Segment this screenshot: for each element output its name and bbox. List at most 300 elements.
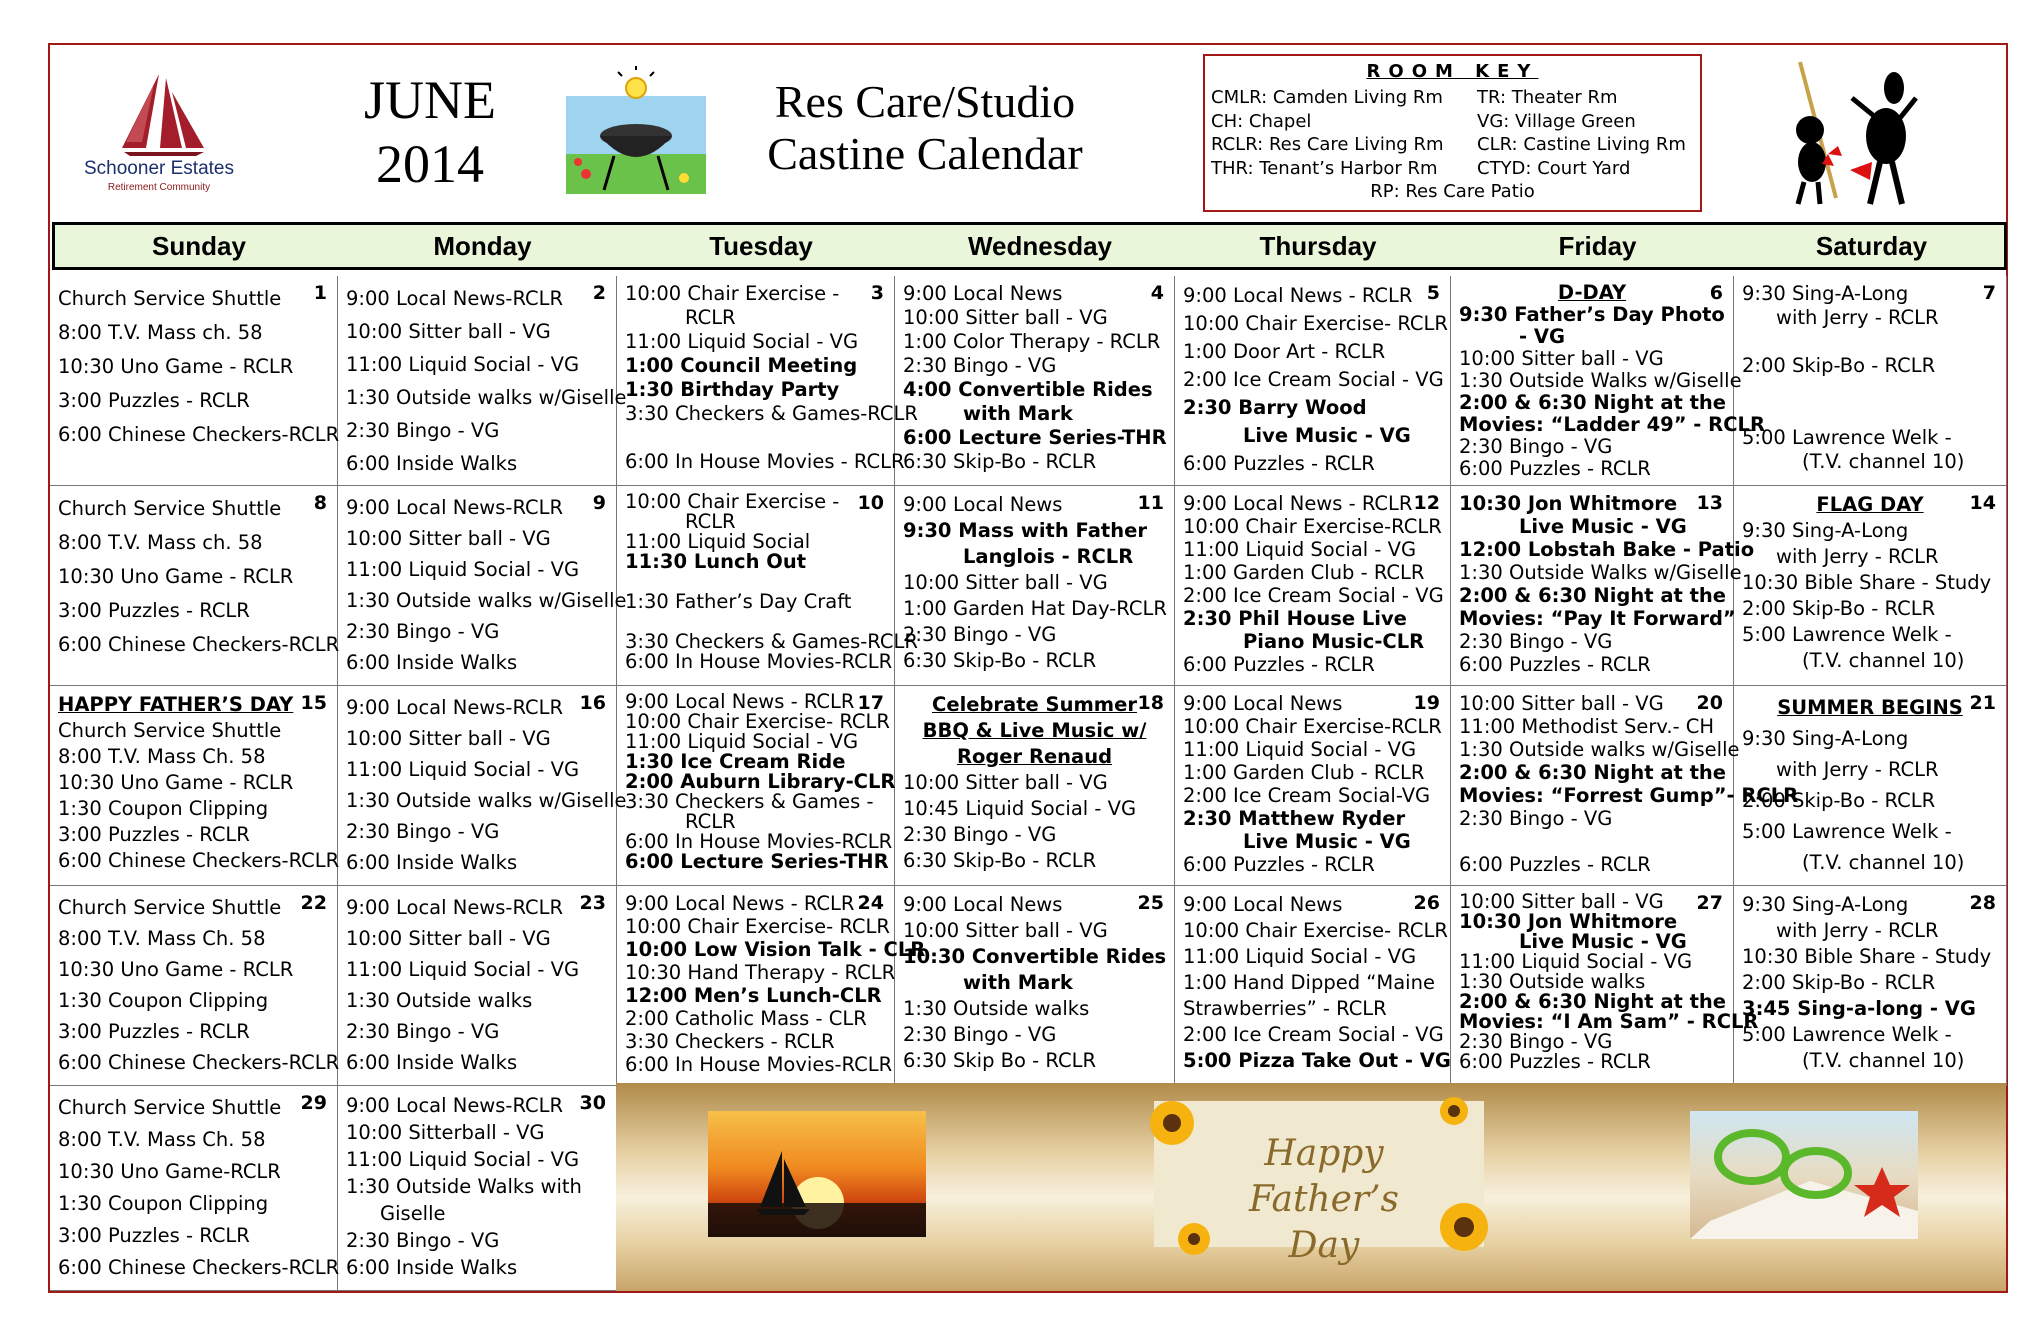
event-line: Church Service Shuttle — [58, 287, 282, 310]
event-line: 2:30 Bingo - VG — [346, 620, 500, 643]
day-number: 19 — [1413, 692, 1440, 714]
event-line: 10:30 Jon Whitmore — [1459, 492, 1678, 515]
event-line: 6:00 Lecture Series-THR — [903, 426, 1167, 449]
fishing-figures-icon — [1790, 58, 1920, 208]
event-line: 6:00 Puzzles - RCLR — [1459, 653, 1651, 676]
event-line: 9:00 Local News-RCLR — [346, 696, 564, 719]
event-line: with Jerry - RCLR — [1776, 545, 1939, 568]
event-line: 6:00 Puzzles - RCLR — [1183, 452, 1375, 475]
logo-tagline: Retirement Community — [107, 182, 211, 193]
event-line: Roger Renaud — [956, 745, 1113, 768]
event-line: 2:00 Ice Cream Social-VG — [1183, 784, 1431, 807]
event-line: 9:00 Local News — [903, 493, 1063, 516]
event-line: 2:30 Bingo - VG — [903, 623, 1057, 646]
event-line: 6:00 Puzzles - RCLR — [1183, 653, 1375, 676]
event-line: 5:00 Lawrence Welk - — [1742, 426, 1952, 449]
day-cell-sunday — [50, 886, 338, 1086]
room-key-entry: CMLR: Camden Living Rm — [1211, 87, 1443, 108]
event-line: 6:30 Skip-Bo - RCLR — [903, 649, 1097, 672]
event-line: 10:00 Chair Exercise- RCLR — [1183, 312, 1448, 335]
event-line: BBQ & Live Music w/ — [922, 719, 1147, 742]
weekday-wednesday: Wednesday — [967, 230, 1112, 261]
day-cell-sunday — [50, 276, 338, 486]
day-number: 22 — [300, 892, 327, 914]
room-key-left — [1211, 86, 1481, 180]
weekday-header — [52, 222, 2007, 270]
event-line: 11:30 Lunch Out — [625, 550, 807, 573]
event-line: 1:00 Hand Dipped “Maine — [1183, 971, 1435, 994]
room-key-right — [1477, 86, 1707, 180]
event-line: 2:00 & 6:30 Night at the — [1459, 761, 1727, 784]
event-line: (T.V. channel 10) — [1802, 1049, 1965, 1072]
event-line: 6:00 Chinese Checkers-RCLR — [58, 423, 340, 446]
event-line: Church Service Shuttle — [58, 719, 282, 742]
event-line: Strawberries” - RCLR — [1183, 997, 1387, 1020]
event-line: 1:30 Outside walks w/Giselle — [346, 386, 627, 409]
day-cell-monday — [338, 1086, 617, 1291]
event-line: 1:30 Outside walks w/Giselle — [1459, 738, 1740, 761]
event-line: 11:00 Liquid Social - VG — [1459, 950, 1693, 973]
day-number: 7 — [1982, 282, 1996, 304]
weekday-monday: Monday — [433, 230, 532, 261]
event-line: 3:30 Checkers & Games-RCLR — [625, 402, 918, 425]
event-line: 5:00 Lawrence Welk - — [1742, 1023, 1952, 1046]
event-line: 9:00 Local News - RCLR — [1183, 284, 1413, 307]
event-line: 2:00 Ice Cream Social - VG — [1183, 368, 1444, 391]
event-line: 2:00 & 6:30 Night at the — [1459, 584, 1727, 607]
event-line: 1:30 Outside Walks w/Giselle — [1459, 561, 1742, 584]
event-line: 11:00 Liquid Social - VG — [625, 730, 859, 753]
event-line: 8:00 T.V. Mass Ch. 58 — [58, 745, 266, 768]
sailboat-logo-icon — [64, 70, 254, 158]
event-line: 1:30 Father’s Day Craft — [625, 590, 852, 613]
event-line: 8:00 T.V. Mass Ch. 58 — [58, 1128, 266, 1151]
day-cell-tuesday — [617, 886, 926, 1086]
event-line: 1:30 Outside walks — [346, 989, 533, 1012]
event-line — [1459, 830, 1725, 853]
event-line — [1742, 330, 1998, 354]
month: JUNE — [364, 70, 496, 130]
event-line: 6:00 Puzzles - RCLR — [1459, 853, 1651, 876]
sunglasses-icon — [1690, 1111, 1918, 1239]
event-line: 9:30 Sing-A-Long — [1742, 282, 1909, 305]
event-line: 6:00 Puzzles - RCLR — [1459, 1050, 1651, 1073]
event-line: Live Music - VG — [1519, 930, 1687, 953]
weekday-saturday: Saturday — [1815, 230, 1928, 261]
day-cell-friday — [1451, 276, 1765, 486]
event-line: 2:30 Bingo - VG — [903, 354, 1057, 377]
event-line: 1:30 Coupon Clipping — [58, 797, 269, 820]
event-line: 10:00 Sitter ball - VG — [903, 571, 1108, 594]
event-line: 1:30 Coupon Clipping — [58, 989, 269, 1012]
event-line: 10:00 Sitter ball - VG — [1459, 692, 1664, 715]
event-line: 2:30 Bingo - VG — [903, 1023, 1057, 1046]
event-line: 10:30 Convertible Rides — [903, 945, 1167, 968]
event-line — [625, 612, 886, 632]
event-line: 1:00 Garden Club - RCLR — [1183, 561, 1425, 584]
event-line: - VG — [1519, 325, 1565, 348]
event-line: 11:00 Liquid Social — [625, 530, 811, 553]
event-line: 10:45 Liquid Social - VG — [903, 797, 1137, 820]
event-line: Movies: “Ladder 49” - RCLR — [1459, 413, 1765, 436]
event-line: with Jerry - RCLR — [1776, 919, 1939, 942]
event-line: Live Music - VG — [1519, 515, 1687, 538]
event-line: 10:00 Sitter ball - VG — [1459, 890, 1664, 913]
event-line: 6:30 Skip-Bo - RCLR — [903, 849, 1097, 872]
event-line: 2:00 & 6:30 Night at the — [1459, 391, 1727, 414]
event-line: 11:00 Liquid Social - VG — [1183, 738, 1417, 761]
event-line: 10:30 Uno Game - RCLR — [58, 355, 294, 378]
event-line: 3:00 Puzzles - RCLR — [58, 599, 250, 622]
event-line: 9:00 Local News - RCLR — [1183, 492, 1413, 515]
day-cell-tuesday — [617, 486, 918, 686]
event-line: 1:30 Outside walks — [1459, 970, 1646, 993]
event-line: 2:00 Ice Cream Social - VG — [1183, 584, 1444, 607]
event-line: with Jerry - RCLR — [1776, 758, 1939, 781]
day-cell-saturday — [1734, 276, 2007, 486]
event-line: 5:00 Pizza Take Out - VG — [1183, 1049, 1451, 1072]
event-line: 1:30 Outside walks w/Giselle — [346, 589, 627, 612]
event-line: 10:30 Hand Therapy - RCLR — [625, 961, 896, 984]
event-line: 10:30 Bible Share - Study — [1742, 571, 1992, 594]
day-number: 24 — [857, 892, 884, 914]
day-number: 8 — [313, 492, 327, 514]
event-line: D-DAY — [1557, 281, 1627, 304]
event-line: 9:00 Local News - RCLR — [625, 690, 855, 713]
day-cell-wednesday — [895, 886, 1175, 1086]
event-line: 10:00 Chair Exercise-RCLR — [1183, 515, 1442, 538]
event-line: 10:30 Jon Whitmore — [1459, 910, 1678, 933]
event-line: 9:00 Local News-RCLR — [346, 496, 564, 519]
event-line: 6:30 Skip Bo - RCLR — [903, 1049, 1097, 1072]
event-line: 2:00 Skip-Bo - RCLR — [1742, 789, 1936, 812]
event-line: 11:00 Liquid Social - VG — [346, 758, 580, 781]
day-cell-saturday — [1734, 686, 2007, 886]
grill-icon — [566, 66, 706, 194]
event-line: Church Service Shuttle — [58, 1096, 282, 1119]
day-number: 5 — [1426, 282, 1440, 304]
year: 2014 — [376, 134, 484, 194]
event-line: 10:00 Sitter ball - VG — [346, 727, 551, 750]
event-line: 2:00 & 6:30 Night at the — [1459, 990, 1727, 1013]
event-line: 2:00 Skip-Bo - RCLR — [1742, 354, 1936, 377]
day-cell-tuesday — [617, 276, 918, 486]
event-line: Langlois - RCLR — [963, 545, 1134, 568]
event-line: 2:30 Bingo - VG — [346, 1229, 500, 1252]
event-line: 10:00 Sitter ball - VG — [1459, 347, 1664, 370]
event-line: 1:00 Color Therapy - RCLR — [903, 330, 1161, 353]
event-line: 10:30 Uno Game - RCLR — [58, 771, 294, 794]
event-line: 1:00 Garden Hat Day-RCLR — [903, 597, 1167, 620]
event-line: 1:00 Garden Club - RCLR — [1183, 761, 1425, 784]
event-line: 9:30 Father’s Day Photo — [1459, 303, 1725, 326]
event-line: 3:30 Checkers & Games-RCLR — [625, 630, 918, 653]
event-line: 10:30 Uno Game - RCLR — [58, 958, 294, 981]
event-line: 9:00 Local News-RCLR — [346, 1094, 564, 1117]
event-line: 12:00 Men’s Lunch-CLR — [625, 984, 882, 1007]
event-line: 10:00 Chair Exercise - — [625, 282, 840, 305]
title-line-1: Res Care/Studio — [774, 76, 1076, 127]
event-line: 6:00 In House Movies-RCLR — [625, 830, 893, 853]
event-line: FLAG DAY — [1816, 493, 1924, 516]
event-line: with Mark — [963, 971, 1073, 994]
event-line: 3:00 Puzzles - RCLR — [58, 389, 250, 412]
title-line-2: Castine Calendar — [767, 128, 1083, 179]
day-cell-thursday — [1175, 886, 1451, 1086]
event-line: 8:00 T.V. Mass Ch. 58 — [58, 927, 266, 950]
room-key-entry: CH: Chapel — [1211, 110, 1312, 132]
room-key-entry: TR: Theater Rm — [1477, 87, 1618, 108]
event-line: 2:00 Skip-Bo - RCLR — [1742, 971, 1936, 994]
event-line: 2:30 Bingo - VG — [346, 1020, 500, 1043]
day-cell-friday — [1451, 886, 1759, 1086]
day-number: 26 — [1413, 892, 1440, 914]
sunglasses-book-photo — [1690, 1111, 1918, 1239]
event-line: 10:00 Chair Exercise - — [625, 490, 840, 513]
day-number: 10 — [857, 492, 884, 514]
day-number: 4 — [1150, 282, 1164, 304]
event-line: 2:30 Bingo - VG — [1459, 630, 1613, 653]
event-line: HAPPY FATHER’S DAY — [58, 693, 294, 716]
event-line: 9:30 Mass with Father — [903, 519, 1147, 542]
event-line: 10:00 Sitter ball - VG — [346, 527, 551, 550]
event-line: Live Music - VG — [1243, 830, 1411, 853]
fathers-day-card-text: Happy Father’s Day — [1248, 1133, 1400, 1266]
event-line: 1:00 Door Art - RCLR — [1183, 340, 1386, 363]
sunset-sailboat-icon — [708, 1111, 926, 1237]
event-line: 10:00 Sitter ball - VG — [903, 306, 1108, 329]
event-line: 3:00 Puzzles - RCLR — [58, 1224, 250, 1247]
day-number: 18 — [1137, 692, 1164, 714]
day-number: 14 — [1969, 492, 1996, 514]
event-line: (T.V. channel 10) — [1802, 851, 1965, 874]
event-line: 10:00 Sitter ball - VG — [346, 927, 551, 950]
day-cell-sunday — [50, 486, 338, 686]
day-number: 15 — [300, 692, 327, 714]
month-year — [330, 68, 530, 196]
event-line: 1:30 Outside walks w/Giselle — [346, 789, 627, 812]
day-number: 23 — [579, 892, 606, 914]
event-line: (T.V. channel 10) — [1802, 649, 1965, 672]
event-line: 6:30 Skip-Bo - RCLR — [903, 450, 1097, 473]
event-line: 2:30 Bingo - VG — [346, 820, 500, 843]
weekday-thursday: Thursday — [1259, 230, 1377, 261]
event-line: (T.V. channel 10) — [1802, 450, 1965, 473]
event-line: RCLR — [685, 810, 736, 833]
room-key-title: ROOM KEY — [1366, 61, 1539, 82]
event-line: Celebrate Summer — [932, 693, 1137, 716]
event-line: Live Music - VG — [1243, 424, 1411, 447]
day-cell-monday — [338, 886, 617, 1086]
day-number: 1 — [313, 282, 327, 304]
event-line: 11:00 Liquid Social - VG — [625, 330, 859, 353]
event-line: 9:00 Local News - RCLR — [625, 892, 855, 915]
day-cell-friday — [1451, 686, 1799, 886]
event-line: 6:00 Chinese Checkers-RCLR — [58, 1256, 340, 1279]
event-line: 2:30 Bingo - VG — [903, 823, 1057, 846]
day-cell-sunday — [50, 1086, 338, 1291]
event-line: 2:30 Bingo - VG — [1459, 1030, 1613, 1053]
day-cell-wednesday — [895, 276, 1175, 486]
day-number: 21 — [1969, 692, 1996, 714]
event-line: 10:00 Chair Exercise- RCLR — [625, 915, 890, 938]
event-line: 2:30 Bingo - VG — [1459, 807, 1613, 830]
event-line: 2:00 Catholic Mass - CLR — [625, 1007, 867, 1030]
event-line: 10:00 Sitter ball - VG — [346, 320, 551, 343]
event-line: with Jerry - RCLR — [1776, 306, 1939, 329]
event-line: 1:30 Outside Walks with — [346, 1175, 582, 1198]
event-line: 1:30 Ice Cream Ride — [625, 750, 846, 773]
day-cell-monday — [338, 276, 627, 486]
day-number: 3 — [870, 282, 884, 304]
day-cell-saturday — [1734, 886, 2007, 1086]
event-line: 2:30 Bingo - VG — [346, 419, 500, 442]
calendar-title — [720, 76, 1130, 180]
event-line — [1742, 378, 1998, 402]
event-line: 10:00 Sitterball - VG — [346, 1121, 545, 1144]
weekday-friday: Friday — [1558, 230, 1637, 261]
day-number: 29 — [300, 1092, 327, 1114]
event-line: 6:00 Puzzles - RCLR — [1183, 853, 1375, 876]
logo — [64, 70, 254, 200]
event-line — [1742, 402, 1998, 426]
event-line: 9:30 Sing-A-Long — [1742, 893, 1909, 916]
event-line: 11:00 Liquid Social - VG — [346, 958, 580, 981]
day-number: 11 — [1137, 492, 1164, 514]
event-line: 9:30 Sing-A-Long — [1742, 727, 1909, 750]
event-line: 1:30 Coupon Clipping — [58, 1192, 269, 1215]
day-number: 20 — [1696, 692, 1723, 714]
room-key-entry: CTYD: Court Yard — [1477, 157, 1631, 179]
event-line: 2:30 Matthew Ryder — [1183, 807, 1406, 830]
day-number: 2 — [592, 282, 606, 304]
event-line: RCLR — [685, 306, 736, 329]
sunset-sailboat-photo — [708, 1111, 926, 1237]
event-line: Church Service Shuttle — [58, 896, 282, 919]
day-cell-thursday — [1175, 686, 1451, 886]
day-number: 13 — [1696, 492, 1723, 514]
event-line — [625, 572, 886, 592]
event-line: 11:00 Liquid Social - VG — [346, 1148, 580, 1171]
event-line: 11:00 Liquid Social - VG — [346, 353, 580, 376]
event-line: 2:30 Barry Wood — [1183, 396, 1367, 419]
day-cell-tuesday — [617, 686, 895, 886]
event-line: 9:30 Sing-A-Long — [1742, 519, 1909, 542]
photo-band — [616, 1083, 2006, 1291]
day-cell-thursday — [1175, 486, 1451, 686]
event-line: Piano Music-CLR — [1243, 630, 1425, 653]
event-line: 5:00 Lawrence Welk - — [1742, 623, 1952, 646]
event-line: 12:00 Lobstah Bake - Patio — [1459, 538, 1755, 561]
event-line: 3:30 Checkers & Games - — [625, 790, 874, 813]
event-line: 2:30 Bingo - VG — [1459, 435, 1613, 458]
event-line: 10:30 Uno Game-RCLR — [58, 1160, 281, 1183]
event-line: 9:00 Local News — [903, 893, 1063, 916]
day-number: 30 — [579, 1092, 606, 1114]
event-line: 11:00 Liquid Social - VG — [346, 558, 580, 581]
event-line: 11:00 Liquid Social - VG — [1183, 538, 1417, 561]
event-line: with Mark — [963, 402, 1073, 425]
event-line: 9:00 Local News — [1183, 692, 1343, 715]
event-line: 6:00 Inside Walks — [346, 452, 518, 475]
room-key-entry: VG: Village Green — [1477, 110, 1636, 132]
event-line: Movies: “I Am Sam” - RCLR — [1459, 1010, 1759, 1033]
day-number: 25 — [1137, 892, 1164, 914]
event-line: 11:00 Liquid Social - VG — [1183, 945, 1417, 968]
event-line: 1:30 Outside walks — [903, 997, 1090, 1020]
event-line: 6:00 Puzzles - RCLR — [1459, 457, 1651, 480]
day-cell-thursday — [1175, 276, 1451, 486]
logo-name: Schooner Estates — [84, 158, 234, 179]
event-line — [625, 426, 886, 450]
day-number: 9 — [592, 492, 606, 514]
event-line: 9:00 Local News-RCLR — [346, 287, 564, 310]
day-number: 17 — [857, 692, 884, 714]
event-line: 10:00 Low Vision Talk - CLR — [625, 938, 926, 961]
day-number: 16 — [579, 692, 606, 714]
day-number: 28 — [1969, 892, 1996, 914]
room-key — [1203, 54, 1702, 212]
day-cell-friday — [1451, 486, 1755, 686]
event-line: 6:00 Inside Walks — [346, 651, 518, 674]
room-key-entry: THR: Tenant’s Harbor Rm — [1211, 157, 1438, 179]
event-line: 3:45 Sing-a-long - VG — [1742, 997, 1976, 1020]
event-line: 2:30 Phil House Live — [1183, 607, 1407, 630]
event-line: 6:00 Inside Walks — [346, 1051, 518, 1074]
event-line: 6:00 Inside Walks — [346, 851, 518, 874]
day-number: 6 — [1709, 282, 1723, 304]
event-line: 10:30 Bible Share - Study — [1742, 945, 1992, 968]
event-line: 4:00 Convertible Rides — [903, 378, 1153, 401]
event-line: 6:00 Chinese Checkers-RCLR — [58, 633, 340, 656]
event-line: 8:00 T.V. Mass ch. 58 — [58, 531, 263, 554]
day-cell-wednesday — [895, 486, 1175, 686]
event-line: 6:00 In House Movies - RCLR — [625, 450, 905, 473]
event-line: 3:00 Puzzles - RCLR — [58, 823, 250, 846]
event-line: 10:00 Chair Exercise-RCLR — [1183, 715, 1442, 738]
event-line: 2:00 Auburn Library-CLR — [625, 770, 896, 793]
event-line: 10:00 Chair Exercise- RCLR — [625, 710, 890, 733]
room-key-entry: RP: Res Care Patio — [1370, 181, 1535, 202]
day-number: 12 — [1413, 492, 1440, 514]
event-line: 6:00 Lecture Series-THR — [625, 850, 889, 873]
event-line: 10:00 Sitter ball - VG — [903, 771, 1108, 794]
event-line: 6:00 Inside Walks — [346, 1256, 518, 1279]
event-line: 1:30 Birthday Party — [625, 378, 840, 401]
event-line: 6:00 Chinese Checkers-RCLR — [58, 849, 340, 872]
event-line: 8:00 T.V. Mass ch. 58 — [58, 321, 263, 344]
weekday-sunday: Sunday — [152, 230, 246, 261]
event-line: 10:00 Sitter ball - VG — [903, 919, 1108, 942]
event-line: 2:00 Ice Cream Social - VG — [1183, 1023, 1444, 1046]
event-line: 6:00 Chinese Checkers-RCLR — [58, 1051, 340, 1074]
event-line: 6:00 In House Movies-RCLR — [625, 650, 893, 673]
event-line: 6:00 In House Movies-RCLR — [625, 1053, 893, 1076]
event-line: Movies: “Forrest Gump”- RCLR — [1459, 784, 1799, 807]
day-cell-monday — [338, 686, 627, 886]
event-line: 10:00 Chair Exercise- RCLR — [1183, 919, 1448, 942]
event-line: Church Service Shuttle — [58, 497, 282, 520]
day-number: 27 — [1696, 892, 1723, 914]
event-line: 9:00 Local News — [903, 282, 1063, 305]
event-line: RCLR — [685, 510, 736, 533]
event-line: Movies: “Pay It Forward” — [1459, 607, 1736, 630]
event-line: 9:00 Local News-RCLR — [346, 896, 564, 919]
event-line: 1:30 Outside Walks w/Giselle — [1459, 369, 1742, 392]
event-line: 9:00 Local News — [1183, 893, 1343, 916]
day-cell-monday — [338, 486, 627, 686]
event-line: 10:30 Uno Game - RCLR — [58, 565, 294, 588]
